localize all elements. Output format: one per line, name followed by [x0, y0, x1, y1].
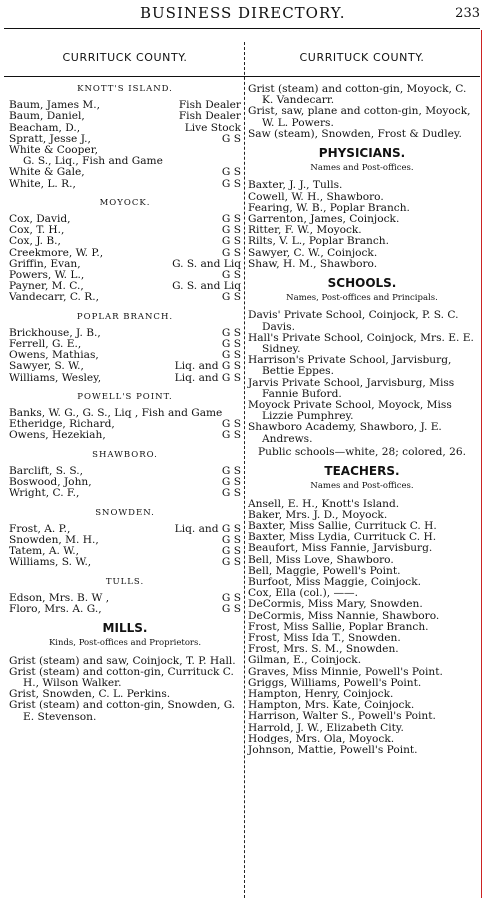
business-type: G S	[221, 349, 241, 362]
business-type: G S	[221, 291, 241, 304]
business-type: G S	[221, 545, 241, 558]
business-type: G S	[221, 533, 241, 546]
mill-entry: Grist, saw, plane and cotton-gin, Moyock, W. L. Powers.	[248, 105, 471, 129]
business-entry	[9, 134, 241, 145]
mill-entry: Saw (steam), Snowden, Frost & Dudley.	[248, 127, 462, 140]
business-type: G S	[221, 602, 241, 615]
business-name: Baum, James M.,	[9, 100, 100, 112]
business-type: G S	[221, 418, 241, 431]
business-entry	[9, 167, 241, 178]
business-entry	[9, 145, 241, 156]
business-entry	[9, 524, 241, 535]
page-title: BUSINESS DIRECTORY.	[140, 4, 346, 22]
business-type: G S	[221, 269, 241, 282]
business-entry	[9, 123, 241, 134]
mills-list	[9, 656, 241, 723]
business-entry	[9, 236, 241, 247]
county-heading-right: CURRITUCK COUNTY.	[299, 51, 425, 64]
business-name: Beacham, D.,	[9, 122, 81, 134]
teacher-entry: Frost, Miss Sallie, Poplar Branch.	[248, 620, 429, 633]
business-entry	[9, 430, 241, 441]
schools-subheading: Names, Post-offices and Principals.	[286, 293, 438, 304]
business-name: Spratt, Jesse J.,	[9, 133, 91, 145]
business-name: Owens, Mathias,	[9, 350, 99, 362]
mills-heading: MILLS.	[102, 621, 148, 636]
physician-entry: Sawyer, C. W., Coinjock.	[248, 246, 378, 259]
town-heading: POPLAR BRANCH.	[76, 311, 174, 322]
business-type: Liq. and G S	[174, 360, 241, 373]
teacher-entry: Ansell, E. H., Knott's Island.	[248, 497, 400, 510]
business-type: G S	[221, 476, 241, 489]
teacher-entry: Baxter, Miss Sallie, Currituck C. H.	[248, 519, 437, 532]
business-name: Powers, W. L.,	[9, 270, 85, 282]
town-heading: MOYOCK.	[99, 197, 151, 208]
town-heading: SHAWBORO.	[92, 449, 158, 460]
header-rule	[4, 28, 480, 29]
county-heading-left: CURRITUCK COUNTY.	[62, 51, 188, 64]
business-entry	[9, 408, 241, 419]
business-name: Floro, Mrs. A. G.,	[9, 603, 102, 615]
column-divider	[244, 42, 245, 898]
town-heading: SNOWDEN.	[95, 507, 155, 518]
business-name: Williams, Wesley,	[9, 372, 102, 384]
business-type: G S	[221, 429, 241, 442]
teacher-entry: Johnson, Mattie, Powell's Point.	[248, 743, 418, 756]
business-name: Boswood, John,	[9, 477, 92, 489]
business-name: Barclift, S. S.,	[9, 465, 84, 477]
business-entry	[9, 604, 241, 615]
business-entry	[9, 259, 241, 270]
business-type: G S	[221, 464, 241, 477]
business-type: Fish Dealer	[178, 110, 241, 123]
business-name: Banks, W. G., G. S., Liq , Fish and Game	[9, 408, 223, 420]
teacher-entry: Burfoot, Miss Maggie, Coinjock.	[248, 575, 422, 588]
school-entry: Moyock Private School, Moyock, Miss Lizzie Pumphrey.	[248, 399, 452, 423]
right-edge-rule	[481, 30, 482, 898]
mill-entry: Grist (steam) and saw, Coinjock, T. P. Hall.	[9, 654, 236, 667]
business-name: White & Cooper,	[9, 145, 98, 157]
business-type: G S	[221, 213, 241, 226]
teacher-entry: Hampton, Henry, Coinjock.	[248, 687, 394, 700]
teachers-heading: TEACHERS.	[324, 464, 400, 479]
teacher-entry: Graves, Miss Minnie, Powell's Point.	[248, 665, 443, 678]
teacher-entry: Cox, Ella (col.), ——.	[248, 587, 359, 600]
business-name: Brickhouse, J. B.,	[9, 327, 101, 339]
teacher-entry: Harrison, Walter S., Powell's Point.	[248, 710, 436, 723]
physicians-list	[248, 180, 476, 270]
business-entry	[9, 593, 241, 604]
business-name: Edson, Mrs. B. W ,	[9, 592, 110, 604]
business-entry	[9, 292, 241, 303]
mill-entry: Grist (steam) and cotton-gin, Snowden, G. E. Stevenson.	[9, 699, 236, 723]
school-entry: Davis' Private School, Coinjock, P. S. C. Davis.	[248, 309, 459, 333]
business-type: Live Stock	[184, 121, 241, 134]
schools-heading: SCHOOLS.	[327, 276, 397, 291]
school-entry: Shawboro Academy, Shawboro, J. E. Andrews.	[248, 421, 442, 445]
business-type: G S	[221, 166, 241, 179]
teacher-entry: Bell, Maggie, Powell's Point.	[248, 564, 401, 577]
mill-entry: Grist, Snowden, C. L. Perkins.	[9, 688, 171, 701]
public-schools-note: Public schools—white, 28; colored, 26.	[258, 445, 466, 458]
business-entry	[9, 373, 241, 384]
teacher-entry: Bell, Miss Love, Shawboro.	[248, 553, 394, 566]
business-type: G S	[221, 235, 241, 248]
teacher-entry: DeCormis, Miss Mary, Snowden.	[248, 598, 423, 611]
business-type	[237, 145, 241, 156]
mill-entry: Grist (steam) and cotton-gin, Currituck C. H., Wilson Walker.	[9, 665, 234, 689]
physician-entry: Garrenton, James, Coinjock.	[248, 213, 400, 226]
teacher-entry: Harrold, J. W., Elizabeth City.	[248, 721, 404, 734]
physicians-subheading: Names and Post-offices.	[310, 163, 414, 174]
business-type: Fish Dealer	[178, 99, 241, 112]
physician-entry: Cowell, W. H., Shawboro.	[248, 190, 384, 203]
school-entry: Harrison's Private School, Jarvisburg, Bettie Eppes.	[248, 354, 452, 378]
business-type: G S	[221, 246, 241, 259]
business-name: Cox, David,	[9, 214, 71, 226]
teachers-subheading: Names and Post-offices.	[310, 481, 414, 492]
schools-list	[248, 310, 476, 444]
business-type: G S	[221, 177, 241, 190]
business-entry	[9, 535, 241, 546]
teacher-entry: Baxter, Miss Lydia, Currituck C. H.	[248, 531, 437, 544]
business-name: Tatem, A. W.,	[9, 546, 80, 558]
business-type: G S	[221, 338, 241, 351]
town-heading: KNOTT'S ISLAND.	[77, 84, 173, 94]
business-type: G S	[221, 132, 241, 145]
business-entry	[9, 281, 241, 292]
teacher-entry: Baker, Mrs. J. D., Moyock.	[248, 508, 388, 521]
school-entry: Hall's Private School, Coinjock, Mrs. E. E. Sidney.	[248, 331, 474, 356]
physician-entry: Fearing, W. B., Poplar Branch.	[248, 201, 410, 214]
business-name: Williams, S. W.,	[9, 557, 92, 569]
business-name: Etheridge, Richard,	[9, 419, 115, 431]
business-entry	[9, 225, 241, 236]
business-type: G. S. and Liq	[172, 280, 241, 293]
business-name: Baum, Daniel,	[9, 111, 85, 123]
business-name: Owens, Hezekiah,	[9, 430, 106, 442]
business-type: G S	[221, 326, 241, 339]
mill-entry: Grist (steam) and cotton-gin, Moyock, C. K. Vandecarr.	[248, 83, 467, 107]
business-name: White & Gale,	[9, 167, 85, 179]
mills-subheading: Kinds, Post-offices and Proprietors.	[48, 638, 202, 649]
teacher-entry: DeCormis, Miss Nannie, Shawboro.	[248, 609, 440, 622]
business-name: White, L. R.,	[9, 178, 76, 190]
business-name: Vandecarr, C. R.,	[9, 292, 99, 304]
business-entry	[9, 488, 241, 499]
teachers-list	[248, 499, 476, 757]
business-type: Liq. and G S	[174, 522, 241, 535]
town-listings	[9, 84, 241, 615]
business-entry	[9, 179, 241, 190]
business-name: Sawyer, S. W.,	[9, 361, 84, 373]
teacher-entry: Hodges, Mrs. Ola, Moyock.	[248, 732, 395, 745]
left-column	[9, 30, 241, 723]
business-entry	[9, 328, 241, 339]
page-header	[0, 4, 484, 26]
business-entry	[9, 156, 241, 167]
school-entry: Jarvis Private School, Jarvisburg, Miss Fannie Buford.	[248, 376, 455, 400]
physician-entry: Shaw, H. M., Shawboro.	[248, 257, 378, 270]
mills-continued-list	[248, 84, 476, 140]
teacher-entry: Griggs, Williams, Powell's Point.	[248, 676, 422, 689]
business-type: Liq. and G S	[174, 371, 241, 384]
business-name: Frost, A. P.,	[9, 523, 71, 535]
business-name: Wright, C. F.,	[9, 488, 80, 500]
teacher-entry: Beaufort, Miss Fannie, Jarvisburg.	[248, 542, 433, 555]
business-entry	[9, 546, 241, 557]
business-type: G S	[221, 224, 241, 237]
business-entry	[9, 111, 241, 122]
physician-entry: Baxter, J. J., Tulls.	[248, 179, 343, 192]
business-name: Griffin, Evan,	[9, 258, 81, 270]
business-entry	[9, 214, 241, 225]
physician-entry: Ritter, F. W., Moyock.	[248, 224, 362, 237]
business-name: Cox, J. B.,	[9, 236, 61, 248]
teacher-entry: Frost, Mrs. S. M., Snowden.	[248, 643, 399, 656]
business-entry	[9, 557, 241, 568]
business-type: G. S. and Liq	[172, 257, 241, 270]
business-name: G. S., Liq., Fish and Game	[23, 156, 163, 168]
business-name: Creekmore, W. P.,	[9, 247, 104, 259]
business-entry	[9, 339, 241, 350]
right-column	[248, 30, 476, 756]
business-entry	[9, 466, 241, 477]
business-type: G S	[221, 487, 241, 500]
business-entry	[9, 477, 241, 488]
teacher-entry: Hampton, Mrs. Kate, Coinjock.	[248, 699, 415, 712]
business-entry	[9, 419, 241, 430]
town-heading: TULLS.	[105, 576, 145, 587]
business-name: Ferrell, G. E.,	[9, 339, 82, 351]
business-type: G S	[221, 556, 241, 569]
business-type: G S	[221, 591, 241, 604]
business-name: Snowden, M. H.,	[9, 534, 99, 546]
business-name: Payner, M. C.,	[9, 281, 84, 293]
teacher-entry: Gilman, E., Coinjock.	[248, 654, 362, 667]
page-number: 233	[455, 6, 480, 21]
physician-entry: Rilts, V. L., Poplar Branch.	[248, 235, 389, 248]
town-heading: POWELL'S POINT.	[77, 391, 173, 402]
business-entry	[9, 361, 241, 372]
teacher-entry: Frost, Miss Ida T., Snowden.	[248, 631, 401, 644]
physicians-heading: PHYSICIANS.	[318, 146, 406, 161]
business-name: Cox, T. H.,	[9, 225, 65, 237]
